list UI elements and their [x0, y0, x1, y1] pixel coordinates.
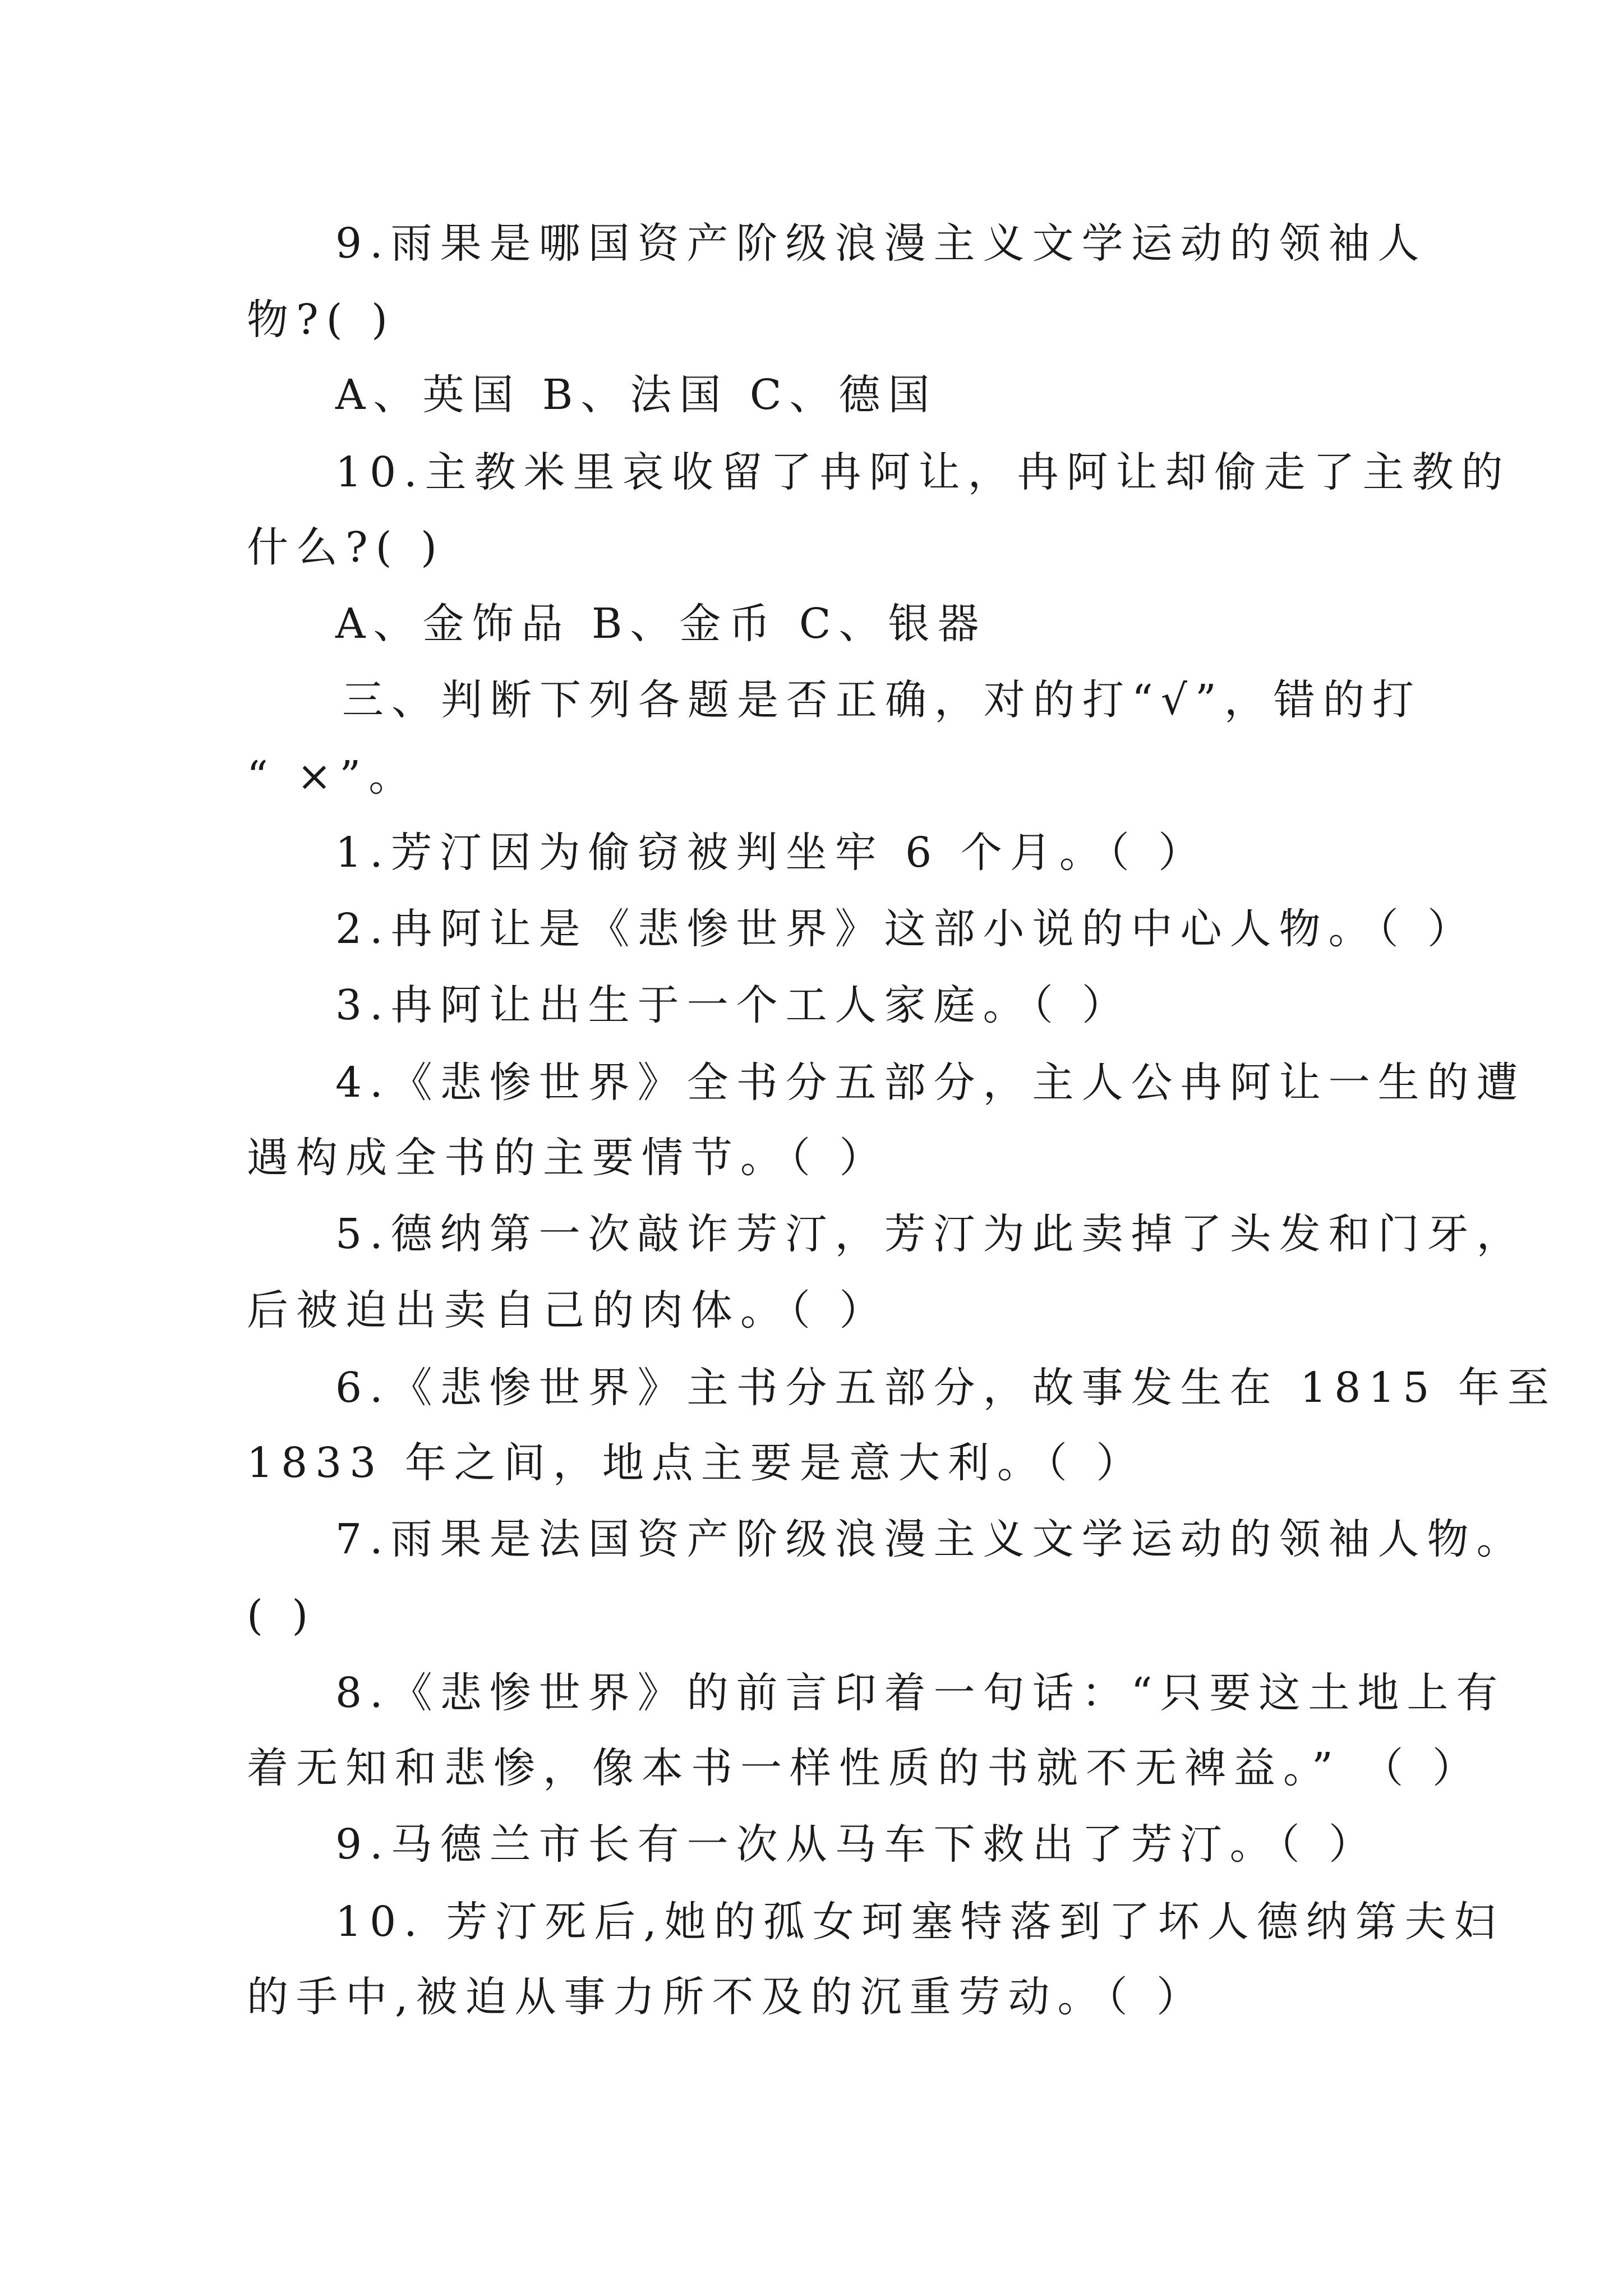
tf-item-10-line-1: 10. 芳汀死后,她的孤女珂塞特落到了坏人德纳第夫妇 [335, 1898, 1504, 1946]
tf-item-3: 3.冉阿让出生于一个工人家庭。（ ） [335, 981, 1132, 1029]
tf-item-7-line-1: 7.雨果是法国资产阶级浪漫主义文学运动的领袖人物。 [335, 1515, 1526, 1563]
tf-item-5-line-1: 5.德纳第一次敲诈芳汀，芳汀为此卖掉了头发和门牙， [335, 1210, 1526, 1258]
section-3-heading-line-2: “ ×”。 [247, 752, 418, 800]
question-9-line-1: 9.雨果是哪国资产阶级浪漫主义文学运动的领袖人 [335, 219, 1427, 268]
tf-item-4-line-1: 4.《悲惨世界》全书分五部分，主人公冉阿让一生的遭 [335, 1059, 1526, 1107]
tf-item-10-line-2: 的手中,被迫从事力所不及的沉重劳动。（ ） [247, 1973, 1206, 2021]
question-10-line-1: 10.主教米里哀收留了冉阿让，冉阿让却偷走了主教的 [335, 448, 1511, 496]
question-9-line-2: 物?( ) [247, 296, 395, 344]
tf-item-6-line-2: 1833 年之间，地点主要是意大利。（ ） [247, 1439, 1146, 1487]
question-10-options: A、金饰品 B、金币 C、银器 [335, 600, 987, 648]
tf-item-5-line-2: 后被迫出卖自己的肉体。（ ） [247, 1286, 889, 1335]
tf-item-8-line-2: 着无知和悲惨，像本书一样性质的书就不无裨益。” （ ） [247, 1744, 1482, 1792]
tf-item-7-line-2: ( ) [247, 1591, 316, 1640]
question-10-line-2: 什么?( ) [247, 523, 445, 572]
tf-item-8-line-1: 8.《悲惨世界》的前言印着一句话：“只要这土地上有 [335, 1669, 1506, 1717]
tf-item-4-line-2: 遇构成全书的主要情节。（ ） [247, 1134, 889, 1182]
tf-item-9: 9.马德兰市长有一次从马车下救出了芳汀。（ ） [335, 1820, 1378, 1869]
tf-item-2: 2.冉阿让是《悲惨世界》这部小说的中心人物。（ ） [335, 905, 1477, 953]
section-3-heading-line-1: 三、判断下列各题是否正确，对的打“√”，错的打 [342, 676, 1422, 724]
question-9-options: A、英国 B、法国 C、德国 [335, 371, 938, 419]
tf-item-1: 1.芳汀因为偷窃被判坐牢 6 个月。（ ） [335, 829, 1208, 877]
tf-item-6-line-1: 6.《悲惨世界》主书分五部分，故事发生在 1815 年至 [335, 1364, 1557, 1412]
